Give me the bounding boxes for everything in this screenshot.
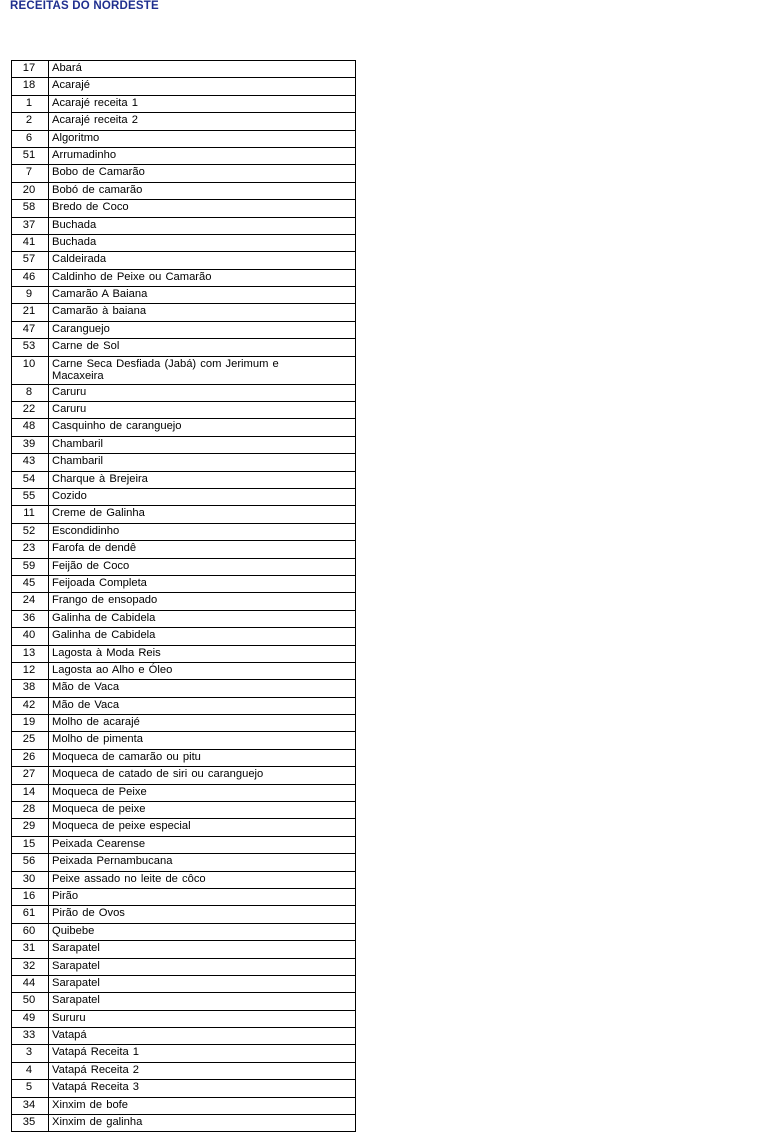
recipe-name: Bobo de Camarão xyxy=(49,165,356,182)
recipe-number: 46 xyxy=(12,269,49,286)
recipe-number: 55 xyxy=(12,488,49,505)
recipe-name: Cozido xyxy=(49,488,356,505)
table-row xyxy=(12,234,356,251)
table-row xyxy=(12,130,356,147)
table-row xyxy=(12,888,356,905)
table-row xyxy=(12,471,356,488)
recipe-name: Peixada Pernambucana xyxy=(49,854,356,871)
recipe-number: 56 xyxy=(12,854,49,871)
recipe-number: 5 xyxy=(12,1080,49,1097)
table-row xyxy=(12,628,356,645)
recipe-number: 8 xyxy=(12,384,49,401)
table-row xyxy=(12,610,356,627)
table-row xyxy=(12,784,356,801)
recipe-name: Sarapatel xyxy=(49,975,356,992)
recipe-name: Chambaril xyxy=(49,436,356,453)
recipe-number: 27 xyxy=(12,767,49,784)
recipe-name: Xinxim de galinha xyxy=(49,1115,356,1132)
table-row xyxy=(12,1097,356,1114)
table-row xyxy=(12,200,356,217)
recipe-name: Caldinho de Peixe ou Camarão xyxy=(49,269,356,286)
recipe-number: 2 xyxy=(12,113,49,130)
recipe-number: 21 xyxy=(12,304,49,321)
recipe-number: 17 xyxy=(12,61,49,78)
table-row xyxy=(12,802,356,819)
recipe-number: 11 xyxy=(12,506,49,523)
table-row xyxy=(12,147,356,164)
recipe-number: 34 xyxy=(12,1097,49,1114)
recipe-number: 59 xyxy=(12,558,49,575)
table-row xyxy=(12,975,356,992)
recipe-name: Casquinho de caranguejo xyxy=(49,419,356,436)
table-row xyxy=(12,593,356,610)
recipe-number: 30 xyxy=(12,871,49,888)
table-row xyxy=(12,871,356,888)
recipe-name: Peixada Cearense xyxy=(49,836,356,853)
recipe-name: Xinxim de bofe xyxy=(49,1097,356,1114)
table-row xyxy=(12,1028,356,1045)
recipe-number: 47 xyxy=(12,321,49,338)
recipe-number: 61 xyxy=(12,906,49,923)
recipe-name: Pirão de Ovos xyxy=(49,906,356,923)
recipe-name: Galinha de Cabidela xyxy=(49,628,356,645)
table-row xyxy=(12,958,356,975)
recipe-number: 53 xyxy=(12,339,49,356)
table-row xyxy=(12,217,356,234)
recipe-name: Frango de ensopado xyxy=(49,593,356,610)
recipe-name: Charque à Brejeira xyxy=(49,471,356,488)
recipe-name: Escondidinho xyxy=(49,523,356,540)
table-row xyxy=(12,993,356,1010)
recipe-name: Sarapatel xyxy=(49,941,356,958)
recipe-name: Sarapatel xyxy=(49,958,356,975)
table-row xyxy=(12,836,356,853)
table-row xyxy=(12,454,356,471)
recipe-number: 60 xyxy=(12,923,49,940)
recipe-name: Sarapatel xyxy=(49,993,356,1010)
page-title: RECEITAS DO NORDESTE xyxy=(10,0,159,12)
recipe-name: Acarajé receita 1 xyxy=(49,95,356,112)
recipe-number: 45 xyxy=(12,575,49,592)
table-row xyxy=(12,252,356,269)
recipe-name: Pirão xyxy=(49,888,356,905)
recipe-number: 35 xyxy=(12,1115,49,1132)
table-row xyxy=(12,356,356,384)
recipe-number: 40 xyxy=(12,628,49,645)
recipe-name: Buchada xyxy=(49,234,356,251)
table-row xyxy=(12,78,356,95)
recipe-number: 6 xyxy=(12,130,49,147)
recipe-number: 3 xyxy=(12,1045,49,1062)
recipe-name: Carne Seca Desfiada (Jabá) com Jerimum e Macaxeira xyxy=(49,356,356,384)
table-row xyxy=(12,854,356,871)
table-row xyxy=(12,269,356,286)
recipe-number: 25 xyxy=(12,732,49,749)
recipe-name: Caruru xyxy=(49,402,356,419)
recipe-number: 39 xyxy=(12,436,49,453)
recipe-name: Vatapá xyxy=(49,1028,356,1045)
recipe-name: Feijão de Coco xyxy=(49,558,356,575)
recipe-name: Creme de Galinha xyxy=(49,506,356,523)
recipe-name: Galinha de Cabidela xyxy=(49,610,356,627)
recipe-name: Caranguejo xyxy=(49,321,356,338)
recipe-number: 49 xyxy=(12,1010,49,1027)
table-row xyxy=(12,715,356,732)
recipe-name: Vatapá Receita 1 xyxy=(49,1045,356,1062)
table-row xyxy=(12,541,356,558)
recipe-number: 18 xyxy=(12,78,49,95)
table-row xyxy=(12,1062,356,1079)
recipe-name: Molho de acarajé xyxy=(49,715,356,732)
recipe-number: 44 xyxy=(12,975,49,992)
table-row xyxy=(12,767,356,784)
table-row xyxy=(12,182,356,199)
recipe-name: Mão de Vaca xyxy=(49,697,356,714)
table-row xyxy=(12,1080,356,1097)
recipe-number: 12 xyxy=(12,662,49,679)
table-row xyxy=(12,575,356,592)
recipe-number: 10 xyxy=(12,356,49,384)
table-row xyxy=(12,941,356,958)
recipe-number: 24 xyxy=(12,593,49,610)
recipe-name: Acarajé xyxy=(49,78,356,95)
table-row xyxy=(12,95,356,112)
recipe-name: Sururu xyxy=(49,1010,356,1027)
table-row xyxy=(12,1045,356,1062)
recipe-number: 37 xyxy=(12,217,49,234)
table-row xyxy=(12,680,356,697)
table-row xyxy=(12,304,356,321)
recipe-name: Bobó de camarão xyxy=(49,182,356,199)
recipe-name: Moqueca de Peixe xyxy=(49,784,356,801)
recipe-name: Vatapá Receita 2 xyxy=(49,1062,356,1079)
table-row xyxy=(12,523,356,540)
recipe-name: Moqueca de catado de siri ou caranguejo xyxy=(49,767,356,784)
table-row xyxy=(12,321,356,338)
table-row xyxy=(12,419,356,436)
recipe-number: 19 xyxy=(12,715,49,732)
recipe-number: 22 xyxy=(12,402,49,419)
recipe-name: Bredo de Coco xyxy=(49,200,356,217)
recipe-number: 57 xyxy=(12,252,49,269)
table-row xyxy=(12,436,356,453)
recipe-number: 43 xyxy=(12,454,49,471)
recipe-number: 51 xyxy=(12,147,49,164)
recipe-name: Chambaril xyxy=(49,454,356,471)
recipe-number: 7 xyxy=(12,165,49,182)
recipe-number: 42 xyxy=(12,697,49,714)
recipe-number: 32 xyxy=(12,958,49,975)
recipe-name: Lagosta ao Alho e Óleo xyxy=(49,662,356,679)
table-row xyxy=(12,819,356,836)
recipe-name: Camarão A Baiana xyxy=(49,287,356,304)
recipe-name: Lagosta à Moda Reis xyxy=(49,645,356,662)
table-row xyxy=(12,662,356,679)
recipe-number: 23 xyxy=(12,541,49,558)
recipe-name: Feijoada Completa xyxy=(49,575,356,592)
recipe-rows xyxy=(12,61,356,1132)
table-row xyxy=(12,1010,356,1027)
table-row xyxy=(12,165,356,182)
table-row xyxy=(12,506,356,523)
table-row xyxy=(12,287,356,304)
recipe-number: 14 xyxy=(12,784,49,801)
table-row xyxy=(12,113,356,130)
table-row xyxy=(12,1115,356,1132)
recipe-number: 26 xyxy=(12,749,49,766)
recipe-number: 16 xyxy=(12,888,49,905)
recipe-name: Carne de Sol xyxy=(49,339,356,356)
table-row xyxy=(12,558,356,575)
recipe-name: Caruru xyxy=(49,384,356,401)
recipe-number: 33 xyxy=(12,1028,49,1045)
recipe-name: Mão de Vaca xyxy=(49,680,356,697)
table-row xyxy=(12,339,356,356)
recipe-name: Moqueca de peixe xyxy=(49,802,356,819)
recipe-name: Farofa de dendê xyxy=(49,541,356,558)
recipe-number: 50 xyxy=(12,993,49,1010)
recipe-name: Algoritmo xyxy=(49,130,356,147)
recipe-name: Abará xyxy=(49,61,356,78)
recipe-name: Moqueca de camarão ou pitu xyxy=(49,749,356,766)
table-row xyxy=(12,732,356,749)
table-row xyxy=(12,697,356,714)
table-row xyxy=(12,923,356,940)
recipe-number: 9 xyxy=(12,287,49,304)
recipe-number: 58 xyxy=(12,200,49,217)
recipe-number: 31 xyxy=(12,941,49,958)
recipe-number: 15 xyxy=(12,836,49,853)
recipe-number: 20 xyxy=(12,182,49,199)
recipe-name: Arrumadinho xyxy=(49,147,356,164)
table-row xyxy=(12,402,356,419)
table-row xyxy=(12,61,356,78)
recipe-number: 38 xyxy=(12,680,49,697)
recipe-index-table xyxy=(11,60,356,1132)
table-row xyxy=(12,906,356,923)
recipe-name: Buchada xyxy=(49,217,356,234)
recipe-number: 36 xyxy=(12,610,49,627)
recipe-name: Quibebe xyxy=(49,923,356,940)
table-row xyxy=(12,488,356,505)
recipe-number: 1 xyxy=(12,95,49,112)
recipe-name: Camarão à baiana xyxy=(49,304,356,321)
recipe-name: Vatapá Receita 3 xyxy=(49,1080,356,1097)
table-row xyxy=(12,384,356,401)
table-row xyxy=(12,749,356,766)
recipe-number: 48 xyxy=(12,419,49,436)
recipe-name: Peixe assado no leite de côco xyxy=(49,871,356,888)
recipe-number: 13 xyxy=(12,645,49,662)
recipe-name: Acarajé receita 2 xyxy=(49,113,356,130)
recipe-name: Caldeirada xyxy=(49,252,356,269)
recipe-number: 52 xyxy=(12,523,49,540)
recipe-number: 41 xyxy=(12,234,49,251)
recipe-number: 54 xyxy=(12,471,49,488)
recipe-number: 4 xyxy=(12,1062,49,1079)
recipe-number: 29 xyxy=(12,819,49,836)
recipe-name: Moqueca de peixe especial xyxy=(49,819,356,836)
recipe-number: 28 xyxy=(12,802,49,819)
table-row xyxy=(12,645,356,662)
recipe-name: Molho de pimenta xyxy=(49,732,356,749)
